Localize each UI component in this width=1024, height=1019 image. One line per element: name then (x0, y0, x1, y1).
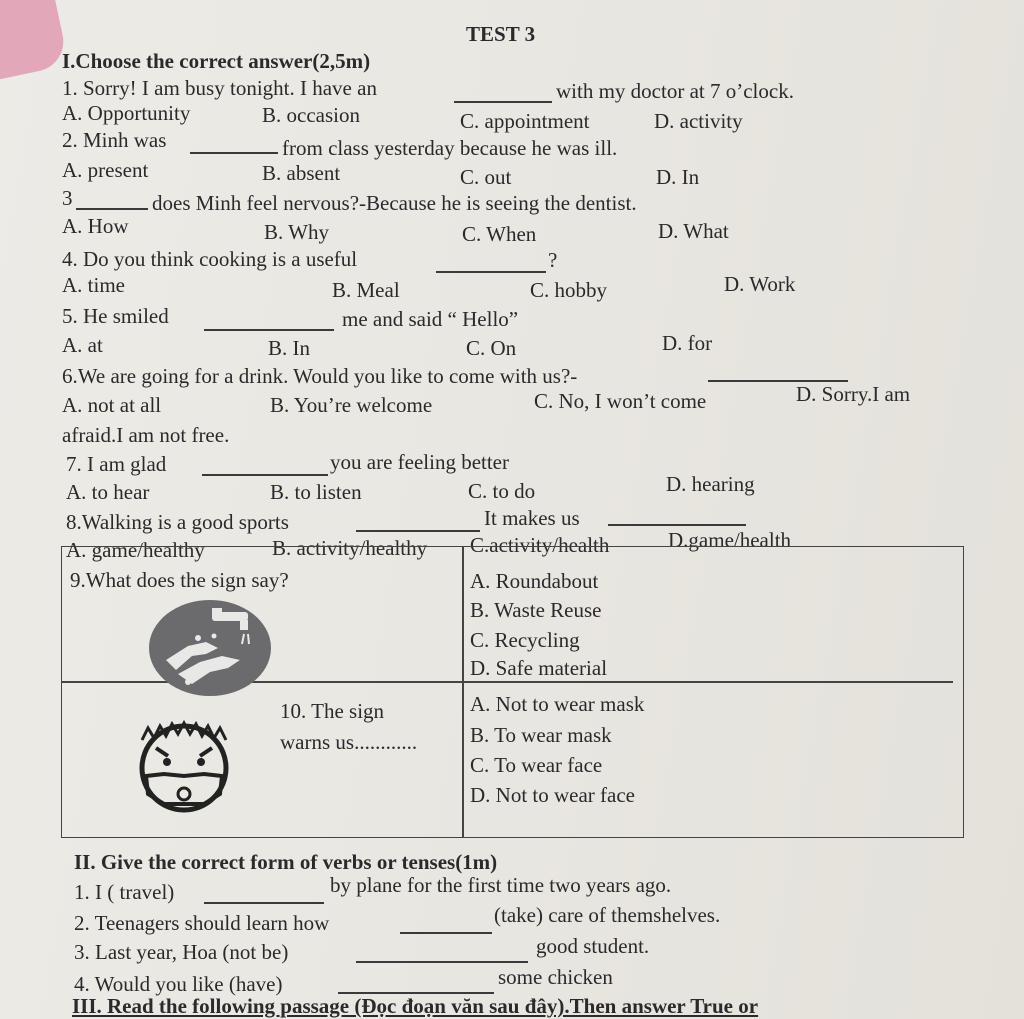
q6-option-b: B. You’re welcome (270, 393, 433, 417)
q6-option-d: D. Sorry.I am (796, 382, 911, 406)
s2-item-4: 4. Would you like (have) (74, 972, 283, 996)
s2-item-2: 2. Teenagers should learn how (74, 911, 330, 935)
q9-option-a: A. Roundabout (470, 569, 599, 593)
q10-option-a: A. Not to wear mask (470, 692, 645, 716)
s2-item-4-end: some chicken (498, 965, 613, 989)
q10-question: 10. The sign (280, 699, 385, 723)
q1-option-c: C. appointment (460, 109, 590, 133)
q8-stem: 8.Walking is a good sports (66, 510, 289, 534)
q8-blank-1 (356, 530, 480, 532)
q7-option-d: D. hearing (666, 472, 755, 496)
q4-option-a: A. time (62, 273, 125, 297)
q9-question: 9.What does the sign say? (70, 568, 289, 592)
q8-option-a: A. game/healthy (66, 538, 205, 562)
q1-option-b: B. occasion (262, 103, 360, 127)
s2-item-2-end: (take) care of themshelves. (494, 903, 721, 927)
q8-option-c: C.activity/health (470, 533, 610, 557)
q5-stem: 5. He smiled (62, 304, 169, 328)
q5-option-b: B. In (268, 336, 310, 360)
q7-option-c: C. to do (468, 479, 536, 503)
q1-option-d: D. activity (654, 109, 743, 133)
q7-stem: 7. I am glad (66, 452, 167, 476)
q8-stem-mid: It makes us (484, 506, 580, 530)
q4-stem: 4. Do you think cooking is a useful (62, 247, 358, 271)
q4-stem-end: ? (548, 248, 558, 272)
q7-option-b: B. to listen (270, 480, 362, 504)
q7-option-a: A. to hear (66, 480, 150, 504)
q5-option-c: C. On (466, 336, 517, 360)
q4-blank (436, 271, 546, 273)
q1-blank (454, 101, 552, 103)
q1-option-a: A. Opportunity (62, 101, 191, 125)
q7-blank (202, 474, 328, 476)
q2-stem: 2. Minh was (62, 128, 167, 152)
hand-washing-sign-icon (148, 598, 272, 698)
table-column-divider (462, 546, 464, 838)
q5-stem-end: me and said “ Hello” (342, 307, 519, 331)
s2-item-1-blank (204, 902, 324, 904)
q8-option-b: B. activity/healthy (272, 536, 428, 560)
q4-option-d: D. Work (724, 272, 796, 296)
q8-blank-2 (608, 524, 746, 526)
face-mask-sign-icon (134, 718, 234, 818)
section2-heading: II. Give the correct form of verbs or tenses(1m) (74, 850, 498, 874)
q1-stem-end: with my doctor at 7 o’clock. (556, 79, 794, 103)
q6-option-d-cont: afraid.I am not free. (62, 423, 230, 447)
q6-option-a: A. not at all (62, 393, 162, 417)
q3-option-b: B. Why (264, 220, 329, 244)
q4-option-b: B. Meal (332, 278, 400, 302)
s2-item-1: 1. I ( travel) (74, 880, 175, 904)
s2-item-3-blank (356, 961, 528, 963)
q5-option-d: D. for (662, 331, 713, 355)
q10-question-cont: warns us............ (280, 730, 418, 754)
q3-stem-end: does Minh feel nervous?-Because he is seeing the dentist. (152, 191, 637, 215)
q6-stem: 6.We are going for a drink. Would you like to come with us?- (62, 364, 578, 388)
q5-blank (204, 329, 334, 331)
q6-option-c: C. No, I won’t come (534, 389, 707, 413)
q3-stem: 3 (62, 186, 73, 210)
section3-heading: III. Read the following passage (Đọc đoạn văn sau đây).Then answer True or (72, 994, 759, 1018)
q3-option-d: D. What (658, 219, 729, 243)
q2-option-c: C. out (460, 165, 512, 189)
q3-blank (76, 208, 148, 210)
s2-item-1-end: by plane for the first time two years ago. (330, 873, 672, 897)
q8-option-d: D.game/health (668, 528, 792, 552)
q7-stem-end: you are feeling better (330, 450, 509, 474)
q9-option-d: D. Safe material (470, 656, 608, 680)
q10-option-b: B. To wear mask (470, 723, 612, 747)
q4-option-c: C. hobby (530, 278, 608, 302)
section1-heading: I.Choose the correct answer(2,5m) (62, 49, 371, 73)
q3-option-a: A. How (62, 214, 129, 238)
q2-option-b: B. absent (262, 161, 341, 185)
q9-option-b: B. Waste Reuse (470, 598, 602, 622)
pink-sticky-note (0, 0, 69, 83)
q9-option-c: C. Recycling (470, 628, 580, 652)
q5-option-a: A. at (62, 333, 103, 357)
q2-blank (190, 152, 278, 154)
s2-item-2-blank (400, 932, 492, 934)
q2-option-d: D. In (656, 165, 700, 189)
q2-option-a: A. present (62, 158, 149, 182)
q3-option-c: C. When (462, 222, 537, 246)
test-title: TEST 3 (466, 22, 536, 46)
q10-option-c: C. To wear face (470, 753, 603, 777)
s2-item-3-end: good student. (536, 934, 650, 958)
q2-stem-end: from class yesterday because he was ill. (282, 136, 618, 160)
q10-option-d: D. Not to wear face (470, 783, 636, 807)
q1-stem: 1. Sorry! I am busy tonight. I have an (62, 76, 377, 100)
s2-item-3: 3. Last year, Hoa (not be) (74, 940, 289, 964)
